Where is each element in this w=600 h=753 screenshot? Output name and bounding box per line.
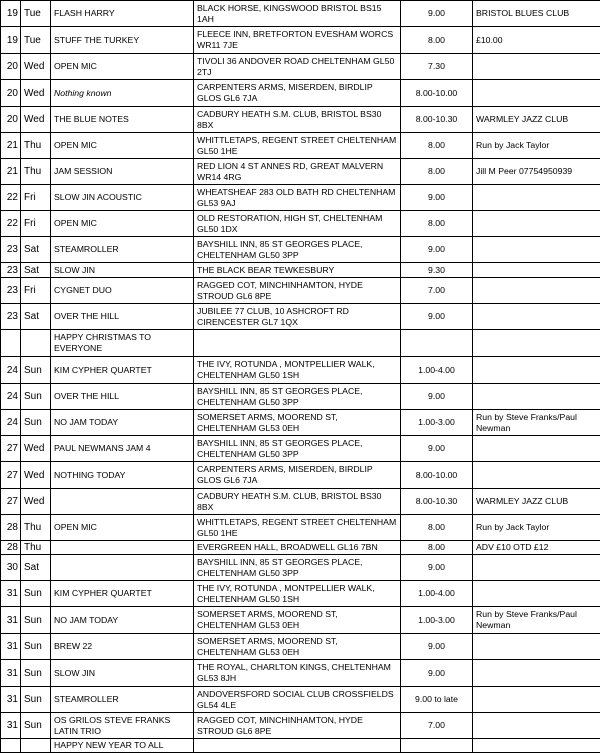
date-cell: 28: [1, 515, 21, 541]
event-cell: THE BLUE NOTES: [51, 107, 194, 133]
event-cell: Nothing known: [51, 80, 194, 107]
day-cell: Fri: [21, 211, 51, 237]
date-cell: 21: [1, 133, 21, 159]
event-cell: [51, 555, 194, 581]
venue-cell: OLD RESTORATION, HIGH ST, CHELTENHAM GL50 1DX: [194, 211, 401, 237]
table-row: [1, 357, 600, 384]
venue-cell: RAGGED COT, MINCHINHAMTON, HYDE STROUD GL6 8PE: [194, 713, 401, 739]
day-cell: Fri: [21, 278, 51, 304]
time-cell: 8.00: [401, 133, 473, 159]
day-cell: Fri: [21, 185, 51, 211]
date-cell: 20: [1, 54, 21, 80]
time-cell: 7.00: [401, 278, 473, 304]
venue-cell: THE BLACK BEAR TEWKESBURY: [194, 263, 401, 278]
day-cell: Sun: [21, 634, 51, 660]
time-cell: 9.00: [401, 436, 473, 462]
time-cell: 9.00: [401, 304, 473, 330]
day-cell: Thu: [21, 159, 51, 185]
event-cell: KIM CYPHER QUARTET: [51, 581, 194, 607]
table-row: [1, 278, 600, 304]
day-cell: Tue: [21, 1, 51, 27]
date-cell: 31: [1, 687, 21, 713]
time-cell: 1.00-3.00: [401, 410, 473, 436]
time-cell: 9.00: [401, 384, 473, 410]
event-cell: PAUL NEWMANS JAM 4: [51, 436, 194, 462]
notes-cell: [473, 687, 600, 713]
date-cell: 24: [1, 384, 21, 410]
venue-cell: BAYSHILL INN, 85 ST GEORGES PLACE, CHELTENHAM GL50 3PP: [194, 384, 401, 410]
time-cell: 1.00-4.00: [401, 357, 473, 384]
day-cell: Thu: [21, 541, 51, 555]
notes-cell: [473, 185, 600, 211]
venue-cell: BAYSHILL INN, 85 ST GEORGES PLACE, CHELTENHAM GL50 3PP: [194, 237, 401, 263]
table-row: [1, 515, 600, 541]
time-cell: 8.00-10.30: [401, 107, 473, 133]
table-row: [1, 384, 600, 410]
table-row: [1, 80, 600, 107]
venue-cell: BAYSHILL INN, 85 ST GEORGES PLACE, CHELTENHAM GL50 3PP: [194, 555, 401, 581]
table-row: [1, 410, 600, 436]
time-cell: 9.00: [401, 634, 473, 660]
day-cell: Sat: [21, 304, 51, 330]
event-cell: FLASH HARRY: [51, 1, 194, 27]
venue-cell: BAYSHILL INN, 85 ST GEORGES PLACE, CHELTENHAM GL50 3PP: [194, 436, 401, 462]
venue-cell: RAGGED COT, MINCHINHAMTON, HYDE STROUD GL6 8PE: [194, 278, 401, 304]
event-cell: NO JAM TODAY: [51, 607, 194, 634]
day-cell: Wed: [21, 489, 51, 515]
day-cell: Sun: [21, 581, 51, 607]
event-cell: SLOW JIN ACOUSTIC: [51, 185, 194, 211]
event-cell: STEAMROLLER: [51, 237, 194, 263]
table-row: [1, 54, 600, 80]
notes-cell: [473, 713, 600, 739]
notes-cell: [473, 278, 600, 304]
date-cell: 31: [1, 634, 21, 660]
notes-cell: WARMLEY JAZZ CLUB: [473, 107, 600, 133]
date-cell: 22: [1, 185, 21, 211]
event-cell: OVER THE HILL: [51, 384, 194, 410]
event-cell: STUFF THE TURKEY: [51, 27, 194, 54]
venue-cell: CADBURY HEATH S.M. CLUB, BRISTOL BS30 8BX: [194, 489, 401, 515]
time-cell: 8.00: [401, 515, 473, 541]
day-cell: Sun: [21, 660, 51, 687]
time-cell: 9.00 to late: [401, 687, 473, 713]
table-row: [1, 263, 600, 278]
event-cell: OVER THE HILL: [51, 304, 194, 330]
date-cell: 19: [1, 1, 21, 27]
date-cell: 23: [1, 263, 21, 278]
venue-cell: WHITTLETAPS, REGENT STREET CHELTENHAM GL50 1HE: [194, 133, 401, 159]
event-cell: OPEN MIC: [51, 54, 194, 80]
day-cell: Wed: [21, 436, 51, 462]
date-cell: 24: [1, 357, 21, 384]
time-cell: 9.30: [401, 263, 473, 278]
date-cell: 21: [1, 159, 21, 185]
day-cell: Sat: [21, 555, 51, 581]
notes-cell: Run by Steve Franks/Paul Newman: [473, 607, 600, 634]
notes-cell: [473, 54, 600, 80]
date-cell: [1, 330, 21, 357]
event-cell: CYGNET DUO: [51, 278, 194, 304]
venue-cell: EVERGREEN HALL, BROADWELL GL16 7BN: [194, 541, 401, 555]
time-cell: 7.00: [401, 713, 473, 739]
venue-cell: SOMERSET ARMS, MOOREND ST, CHELTENHAM GL53 0EH: [194, 607, 401, 634]
day-cell: Sun: [21, 410, 51, 436]
time-cell: 1.00-3.00: [401, 607, 473, 634]
notes-cell: [473, 211, 600, 237]
date-cell: 30: [1, 555, 21, 581]
date-cell: 23: [1, 278, 21, 304]
event-cell: STEAMROLLER: [51, 687, 194, 713]
venue-cell: BLACK HORSE, KINGSWOOD BRISTOL BS15 1AH: [194, 1, 401, 27]
date-cell: 20: [1, 107, 21, 133]
table-row: [1, 133, 600, 159]
day-cell: Sat: [21, 263, 51, 278]
day-cell: Wed: [21, 462, 51, 489]
table-row: [1, 634, 600, 660]
notes-cell: Run by Steve Franks/Paul Newman: [473, 410, 600, 436]
notes-cell: Run by Jack Taylor: [473, 133, 600, 159]
table-row: [1, 687, 600, 713]
date-cell: 24: [1, 410, 21, 436]
time-cell: 9.00: [401, 555, 473, 581]
event-cell: OS GRILOS STEVE FRANKS LATIN TRIO: [51, 713, 194, 739]
event-cell: KIM CYPHER QUARTET: [51, 357, 194, 384]
date-cell: 31: [1, 713, 21, 739]
venue-cell: CARPENTERS ARMS, MISERDEN, BIRDLIP GLOS GL6 7JA: [194, 80, 401, 107]
venue-cell: [194, 330, 401, 357]
time-cell: 8.00: [401, 541, 473, 555]
event-cell: SLOW JIN: [51, 660, 194, 687]
time-cell: 8.00-10.30: [401, 489, 473, 515]
venue-cell: ANDOVERSFORD SOCIAL CLUB CROSSFIELDS GL54 4LE: [194, 687, 401, 713]
day-cell: Sun: [21, 713, 51, 739]
table-row: [1, 237, 600, 263]
venue-cell: CARPENTERS ARMS, MISERDEN, BIRDLIP GLOS GL6 7JA: [194, 462, 401, 489]
event-cell: NOTHING TODAY: [51, 462, 194, 489]
table-row: [1, 330, 600, 357]
date-cell: 27: [1, 436, 21, 462]
table-row: [1, 107, 600, 133]
notes-cell: [473, 304, 600, 330]
venue-cell: WHITTLETAPS, REGENT STREET CHELTENHAM GL50 1HE: [194, 515, 401, 541]
table-row: [1, 713, 600, 739]
notes-cell: [473, 436, 600, 462]
event-cell: [51, 489, 194, 515]
time-cell: 7.30: [401, 54, 473, 80]
date-cell: 23: [1, 237, 21, 263]
table-row: [1, 555, 600, 581]
event-cell: BREW 22: [51, 634, 194, 660]
notes-cell: [473, 263, 600, 278]
day-cell: [21, 330, 51, 357]
table-row: [1, 304, 600, 330]
date-cell: 27: [1, 462, 21, 489]
notes-cell: [473, 555, 600, 581]
notes-cell: [473, 80, 600, 107]
notes-cell: [473, 581, 600, 607]
date-cell: 22: [1, 211, 21, 237]
table-row: [1, 660, 600, 687]
table-row: [1, 607, 600, 634]
day-cell: Thu: [21, 515, 51, 541]
time-cell: 9.00: [401, 185, 473, 211]
notes-cell: BRISTOL BLUES CLUB: [473, 1, 600, 27]
date-cell: 31: [1, 581, 21, 607]
time-cell: [401, 330, 473, 357]
day-cell: Wed: [21, 54, 51, 80]
day-cell: Sun: [21, 384, 51, 410]
notes-cell: Jill M Peer 07754950939: [473, 159, 600, 185]
day-cell: Wed: [21, 80, 51, 107]
table-row: [1, 436, 600, 462]
venue-cell: FLEECE INN, BRETFORTON EVESHAM WORCS WR11 7JE: [194, 27, 401, 54]
time-cell: 9.00: [401, 237, 473, 263]
table-row: [1, 159, 600, 185]
time-cell: 1.00-4.00: [401, 581, 473, 607]
date-cell: 31: [1, 660, 21, 687]
event-cell: OPEN MIC: [51, 515, 194, 541]
time-cell: 8.00: [401, 27, 473, 54]
event-cell: [51, 541, 194, 555]
day-cell: Sun: [21, 607, 51, 634]
day-cell: Sun: [21, 357, 51, 384]
time-cell: 8.00-10.00: [401, 80, 473, 107]
day-cell: Sat: [21, 237, 51, 263]
table-row: [1, 581, 600, 607]
event-cell: OPEN MIC: [51, 211, 194, 237]
day-cell: Tue: [21, 27, 51, 54]
time-cell: 9.00: [401, 1, 473, 27]
venue-cell: TIVOLI 36 ANDOVER ROAD CHELTENHAM GL50 2TJ: [194, 54, 401, 80]
day-cell: Wed: [21, 107, 51, 133]
table-row: [1, 489, 600, 515]
notes-cell: [473, 384, 600, 410]
time-cell: 8.00: [401, 159, 473, 185]
time-cell: 9.00: [401, 660, 473, 687]
day-cell: Thu: [21, 133, 51, 159]
notes-cell: [473, 660, 600, 687]
venue-cell: RED LION 4 ST ANNES RD, GREAT MALVERN WR14 4RG: [194, 159, 401, 185]
notes-cell: £10.00: [473, 27, 600, 54]
table-row: [1, 211, 600, 237]
event-cell: JAM SESSION: [51, 159, 194, 185]
notes-cell: [473, 237, 600, 263]
date-cell: 19: [1, 27, 21, 54]
table-row: [1, 462, 600, 489]
venue-cell: JUBILEE 77 CLUB, 10 ASHCROFT RD CIRENCESTER GL7 1QX: [194, 304, 401, 330]
time-cell: 8.00: [401, 211, 473, 237]
table-row: [1, 185, 600, 211]
notes-cell: WARMLEY JAZZ CLUB: [473, 489, 600, 515]
date-cell: 27: [1, 489, 21, 515]
venue-cell: THE IVY, ROTUNDA , MONTPELLIER WALK, CHELTENHAM GL50 1SH: [194, 581, 401, 607]
venue-cell: SOMERSET ARMS, MOOREND ST, CHELTENHAM GL53 0EH: [194, 634, 401, 660]
table-row: [1, 541, 600, 555]
date-cell: 28: [1, 541, 21, 555]
date-cell: 31: [1, 607, 21, 634]
venue-cell: WHEATSHEAF 283 OLD BATH RD CHELTENHAM GL53 9AJ: [194, 185, 401, 211]
date-cell: 20: [1, 80, 21, 107]
venue-cell: CADBURY HEATH S.M. CLUB, BRISTOL BS30 8BX: [194, 107, 401, 133]
event-cell: OPEN MIC: [51, 133, 194, 159]
event-cell: NO JAM TODAY: [51, 410, 194, 436]
notes-cell: [473, 462, 600, 489]
table-row: [1, 1, 600, 27]
venue-cell: THE IVY, ROTUNDA , MONTPELLIER WALK, CHELTENHAM GL50 1SH: [194, 357, 401, 384]
notes-cell: [473, 634, 600, 660]
venue-cell: THE ROYAL, CHARLTON KINGS, CHELTENHAM GL53 8JH: [194, 660, 401, 687]
notes-cell: [473, 330, 600, 357]
time-cell: 8.00-10.00: [401, 462, 473, 489]
notes-cell: Run by Jack Taylor: [473, 515, 600, 541]
notes-cell: ADV £10 OTD £12: [473, 541, 600, 555]
event-cell: HAPPY CHRISTMAS TO EVERYONE: [51, 330, 194, 357]
table-row: [1, 27, 600, 54]
event-cell: SLOW JIN: [51, 263, 194, 278]
day-cell: Sun: [21, 687, 51, 713]
notes-cell: [473, 357, 600, 384]
event-cell: HAPPY NEW YEAR TO ALL: [51, 739, 194, 753]
venue-cell: SOMERSET ARMS, MOOREND ST, CHELTENHAM GL53 0EH: [194, 410, 401, 436]
date-cell: 23: [1, 304, 21, 330]
